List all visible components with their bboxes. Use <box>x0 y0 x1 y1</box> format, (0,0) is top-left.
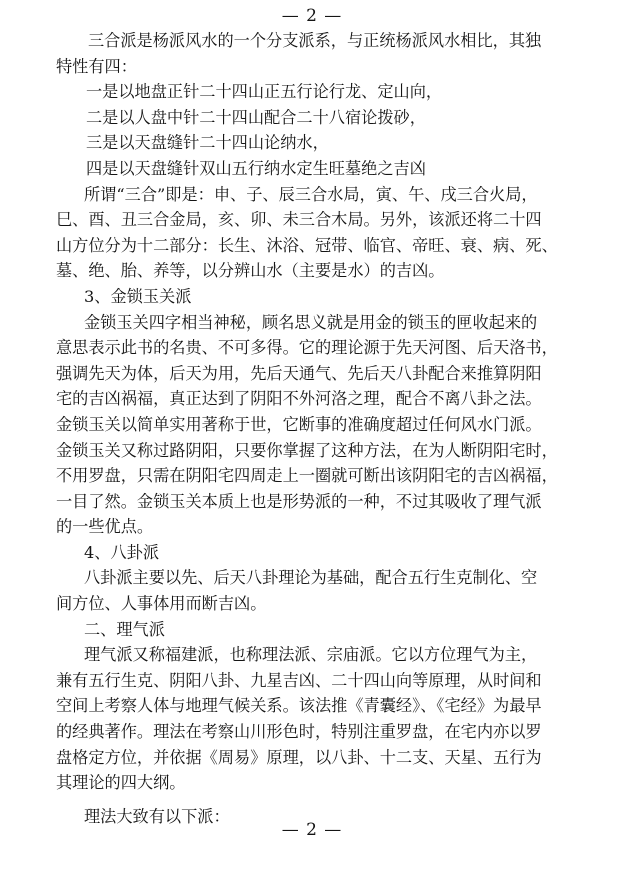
paragraph-line: 所谓“三合”即是：申、子、辰三合水局，寅、午、戌三合火局， <box>84 184 538 204</box>
paragraph-line: 间方位、人事体用而断吉凶。 <box>56 594 267 614</box>
paragraph-line: 盘格定方位，并依据《周易》原理，以八卦、十二支、天星、五行为 <box>56 747 542 767</box>
section-heading: 4、八卦派 <box>84 542 160 562</box>
paragraph-line: 三合派是杨派风水的一个分支派系，与正统杨派风水相比，其独 <box>88 31 542 50</box>
section-heading: 二、理气派 <box>84 619 165 639</box>
paragraph-line: 金锁玉关以简单实用著称于世，它断事的准确度超过任何风水门派。 <box>56 414 542 434</box>
paragraph-line: 山方位分为十二部分：长生、沐浴、冠带、临官、帝旺、衰、病、死、 <box>56 235 558 255</box>
page-number-footer: — 2 — <box>281 820 343 840</box>
list-item: 三是以天盘缝针二十四山论纳水， <box>86 133 329 153</box>
paragraph-line: 特性有四： <box>56 56 137 76</box>
paragraph-line: 不用罗盘，只需在阴阳宅四周走上一圈就可断出该阴阳宅的吉凶祸福， <box>56 466 558 486</box>
paragraph-line: 强调先天为体，后天为用，先后天通气、先后天八卦配合来推算阴阳 <box>56 363 542 383</box>
paragraph-line: 八卦派主要以先、后天八卦理论为基础，配合五行生克制化、空 <box>84 568 538 588</box>
paragraph-line: 的一些优点。 <box>56 517 154 537</box>
paragraph-line: 一目了然。金锁玉关本质上也是形势派的一种，不过其吸收了理气派 <box>56 491 542 511</box>
paragraph-line: 理法大致有以下派： <box>84 806 230 826</box>
paragraph-line: 的经典著作。理法在考察山川形色时，特别注重罗盘，在宅内亦以罗 <box>56 722 542 742</box>
list-item: 一是以地盘正针二十四山正五行论行龙、定山向， <box>86 82 443 102</box>
paragraph-line: 其理论的四大纲。 <box>56 773 186 793</box>
list-item: 四是以天盘缝针双山五行纳水定生旺墓绝之吉凶 <box>86 158 426 178</box>
paragraph-line: 意思表示此书的名贵、不可多得。它的理论源于先天河图、后天洛书， <box>56 338 558 358</box>
paragraph-line: 理气派又称福建派，也称理法派、宗庙派。它以方位理气为主， <box>84 645 538 665</box>
paragraph-line: 宅的吉凶祸福，真正达到了阴阳不外河洛之理，配合不离八卦之法。 <box>56 389 542 409</box>
paragraph-line: 金锁玉关又称过路阴阳，只要你掌握了这种方法，在为人断阴阳宅时， <box>56 440 558 460</box>
paragraph-line: 巳、酉、丑三合金局，亥、卯、未三合木局。另外，该派还将二十四 <box>56 210 542 230</box>
section-heading: 3、金锁玉关派 <box>84 286 192 306</box>
paragraph-line: 空间上考察人体与地理气候关系。该法推《青囊经》、《宅经》为最早 <box>56 696 542 716</box>
list-item: 二是以人盘中针二十四山配合二十八宿论拨砂， <box>86 107 426 127</box>
body-text <box>56 28 584 829</box>
paragraph-line: 墓、绝、胎、养等，以分辨山水（主要是水）的吉凶。 <box>56 261 445 281</box>
paragraph-line: 兼有五行生克、阴阳八卦、九星吉凶、二十四山向等原理，从时间和 <box>56 670 542 690</box>
page-number-header: — 2 — <box>281 6 343 26</box>
paragraph-line: 金锁玉关四字相当神秘，顾名思义就是用金的锁玉的匣收起来的 <box>84 312 538 332</box>
